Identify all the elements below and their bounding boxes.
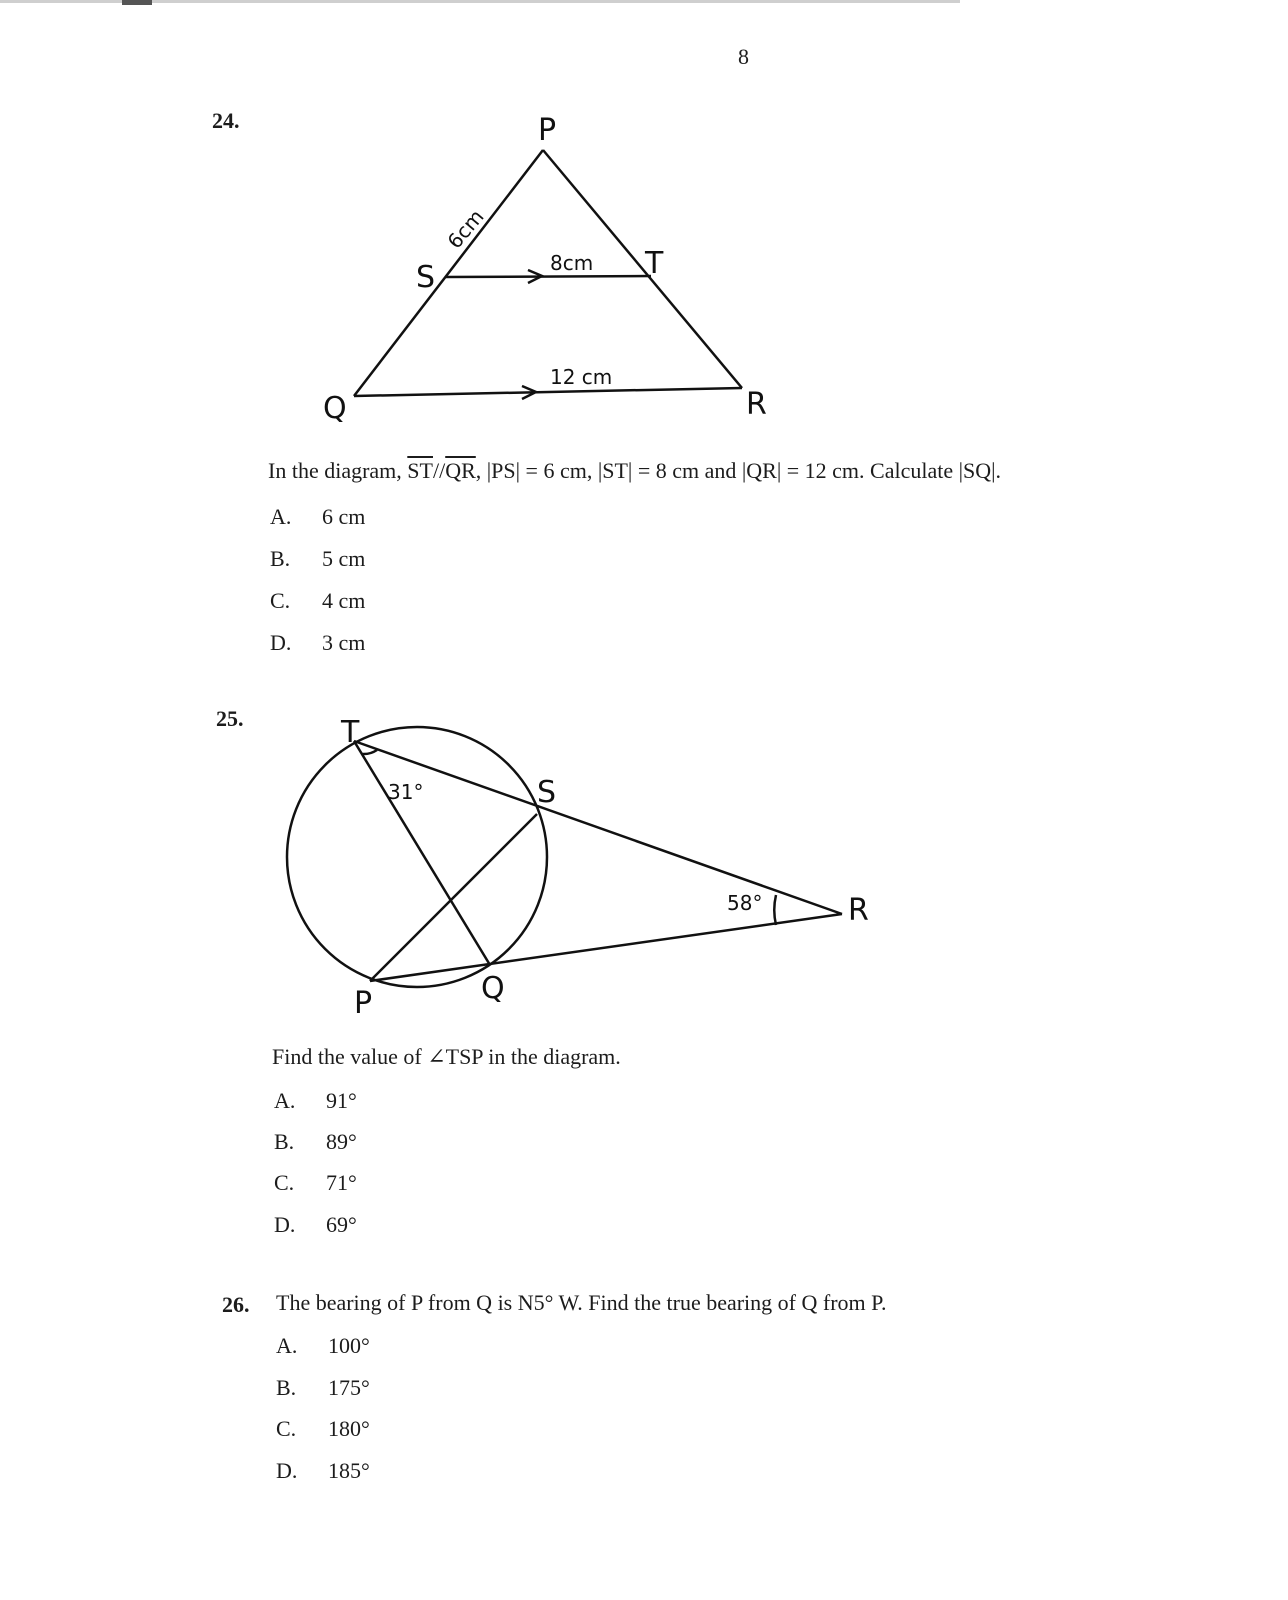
chord-tq <box>354 741 490 965</box>
circle <box>287 727 547 987</box>
measure-st: 8cm <box>550 251 594 275</box>
question-25-option-d[interactable]: D. 69° <box>274 1212 357 1237</box>
label-s2: S <box>537 775 557 810</box>
question-26-number: 26. <box>222 1292 250 1317</box>
question-26-option-b[interactable]: B. 175° <box>276 1375 370 1400</box>
angle-r-label: 58° <box>727 891 763 915</box>
question-24-option-b[interactable]: B. 5 cm <box>270 546 366 571</box>
measure-qr: 12 cm <box>550 365 613 389</box>
question-26-option-c[interactable]: C. 180° <box>276 1416 370 1441</box>
question-25-stem: Find the value of ∠TSP in the diagram. <box>272 1044 621 1069</box>
angle-t-label: 31° <box>388 780 424 804</box>
label-q2: Q <box>481 971 505 1006</box>
question-24-number: 24. <box>212 108 240 133</box>
label-p2: P <box>354 986 373 1021</box>
measure-ps: 6cm <box>442 204 489 254</box>
side-pq <box>354 150 543 396</box>
label-s: S <box>416 260 436 295</box>
label-r2: R <box>848 893 869 928</box>
label-t2: T <box>341 715 360 750</box>
q25-circle-diagram <box>287 727 842 987</box>
question-25-option-a[interactable]: A. 91° <box>274 1088 357 1113</box>
question-24-option-a[interactable]: A. 6 cm <box>270 504 366 529</box>
segment-st <box>445 276 651 277</box>
question-24-stem: In the diagram, $\overline{ST}//\overline{QR}$, |PS| = 6 cm, |ST| = 8 cm and |QR| = 12 cm. Calculate |SQ|. <box>268 458 1002 483</box>
line-tr <box>354 741 842 914</box>
side-qr <box>354 388 742 396</box>
question-26-option-d[interactable]: D. 185° <box>276 1458 370 1483</box>
question-26-stem: The bearing of P from Q is N5° W. Find the true bearing of Q from P. <box>276 1290 887 1315</box>
label-r: R <box>746 387 767 422</box>
question-25-option-b[interactable]: B. 89° <box>274 1129 357 1154</box>
angle-arc-t <box>362 750 377 754</box>
question-24-option-d[interactable]: D. 3 cm <box>270 630 366 655</box>
chord-ps <box>370 814 537 981</box>
question-24-option-c[interactable]: C. 4 cm <box>270 588 366 613</box>
q24-triangle-diagram <box>354 150 742 399</box>
line-pr <box>370 914 842 981</box>
question-25-number: 25. <box>216 706 244 731</box>
label-t: T <box>645 246 664 281</box>
page-number: 8 <box>738 44 749 69</box>
question-25-option-c[interactable]: C. 71° <box>274 1170 357 1195</box>
question-26-option-a[interactable]: A. 100° <box>276 1333 370 1358</box>
angle-arc-r <box>774 895 776 925</box>
label-p: P <box>538 113 557 148</box>
label-q: Q <box>323 391 347 426</box>
